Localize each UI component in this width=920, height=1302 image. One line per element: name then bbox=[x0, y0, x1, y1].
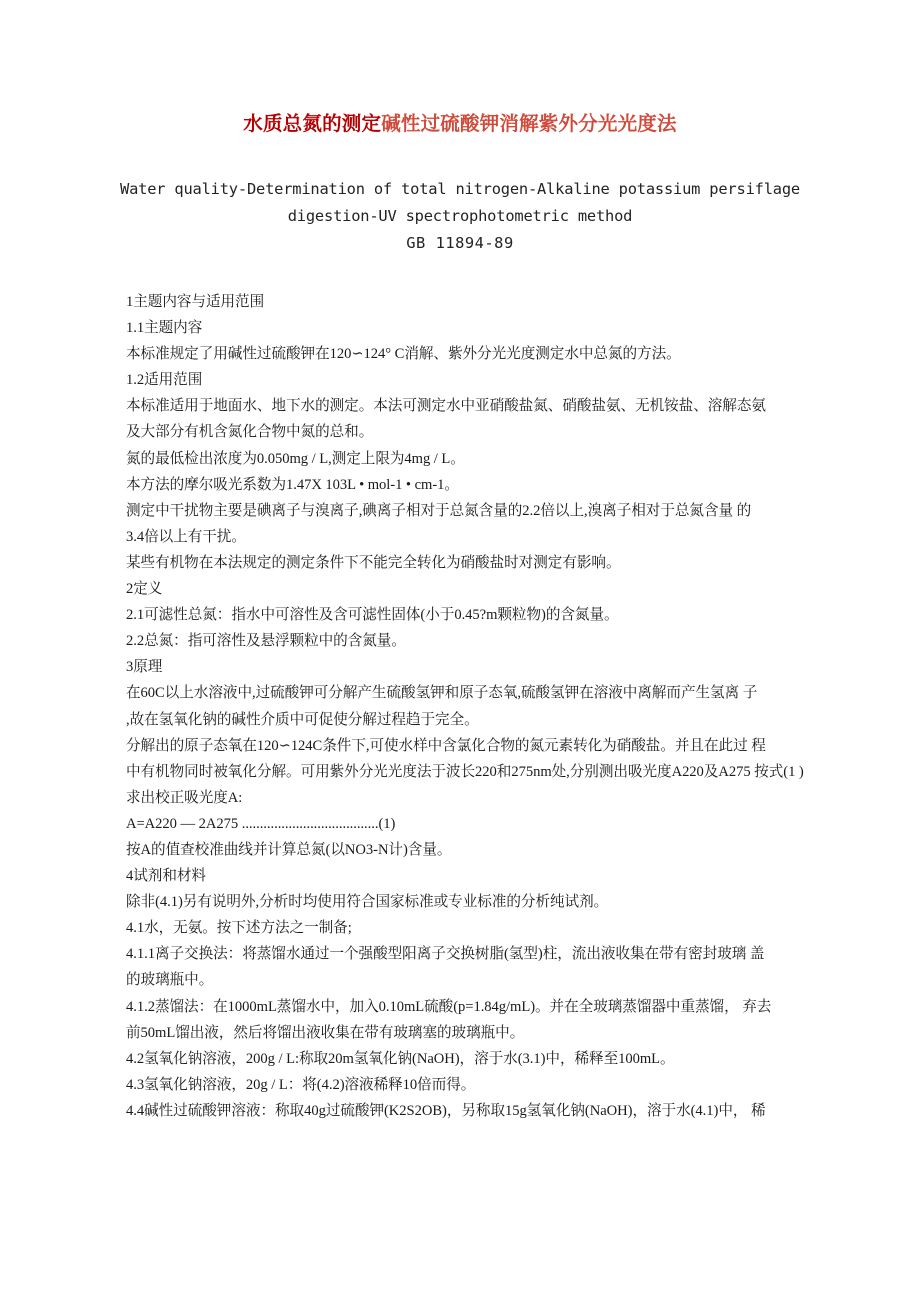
body-line: 4.1水，无氨。按下述方法之一制备; bbox=[126, 920, 352, 937]
body-line: 氮的最低检出浓度为0.050mg / L,测定上限为4mg / L。 bbox=[126, 450, 465, 467]
body-line: A=A220 — 2A275 ......................................(1) bbox=[126, 815, 396, 832]
body-line: 4.2氢氧化钠溶液，200g / L:称取20m氢氧化钠(NaOH)，溶于水(3.1)中，稀释至100mL。 bbox=[126, 1050, 675, 1067]
body-line: 本标准适用于地面水、地下水的测定。本法可测定水中亚硝酸盐氮、硝酸盐氨、无机铵盐、溶解态氨 bbox=[126, 398, 766, 415]
body-line: 本标准规定了用碱性过硫酸钾在120∽124° C消解、紫外分光光度测定水中总氮的方法。 bbox=[126, 346, 681, 363]
page-title-chinese-sub: 碱性过硫酸钾消解紫外分光光度法 bbox=[381, 112, 677, 135]
document-body bbox=[126, 289, 804, 1124]
body-line: 按A的值查校准曲线并计算总氮(以NO3-N计)含量。 bbox=[126, 841, 452, 858]
body-line: 2定义 bbox=[126, 581, 163, 598]
body-line: 测定中干扰物主要是碘离子与溴离子,碘离子相对于总氮含量的2.2倍以上,溴离子相对于总氮含量 的 bbox=[126, 502, 752, 519]
page-title-chinese-main: 水质总氮的测定 bbox=[243, 112, 382, 135]
body-line: 前50mL馏出液，然后将馏出液收集在带有玻璃塞的玻璃瓶中。 bbox=[126, 1024, 525, 1041]
english-title-line1: Water quality-Determination of total nitrogen-Alkaline potassium persiflage bbox=[120, 180, 800, 198]
body-line: 4.1.2蒸馏法：在1000mL蒸馏水中，加入0.10mL硫酸(p=1.84g/mL)。并在全玻璃蒸馏器中重蒸馏， 弃去 bbox=[126, 998, 772, 1015]
body-line: 4.3氢氧化钠溶液，20g / L：将(4.2)溶液稀释10倍而得。 bbox=[126, 1076, 476, 1093]
body-line: 在60C以上水溶液中,过硫酸钾可分解产生硫酸氢钾和原子态氧,硫酸氢钾在溶液中离解而产生氢离 子 bbox=[126, 685, 758, 702]
english-title-block bbox=[100, 176, 820, 257]
body-line: 4.4碱性过硫酸钾溶液：称取40g过硫酸钾(K2S2OB)，另称取15g氢氧化钠(NaOH)，溶于水(4.1)中， 稀 bbox=[126, 1102, 766, 1119]
standard-number: GB 11894-89 bbox=[406, 234, 514, 252]
body-line: 1主题内容与适用范围 bbox=[126, 294, 265, 310]
body-line: 某些有机物在本法规定的测定条件下不能完全转化为硝酸盐时对测定有影响。 bbox=[126, 554, 621, 571]
body-line: 中有机物同时被氧化分解。可用紫外分光光度法于波长220和275nm处,分别测出吸光度A220及A275 按式(1 ) bbox=[126, 763, 804, 780]
body-line: 及大部分有机含氮化合物中氮的总和。 bbox=[126, 424, 374, 441]
page-title bbox=[0, 108, 920, 136]
body-line: 除非(4.1)另有说明外,分析时均使用符合国家标准或专业标准的分析纯试剂。 bbox=[126, 894, 609, 911]
body-line: 4试剂和材料 bbox=[126, 868, 206, 885]
body-line: 的玻璃瓶中。 bbox=[126, 972, 214, 989]
body-line: 2.1可滤性总氮：指水中可溶性及含可滤性固体(小于0.45?m颗粒物)的含氮量。 bbox=[126, 607, 619, 624]
body-line: 本方法的摩尔吸光系数为1.47X 103L • mol-1 • cm-1。 bbox=[126, 476, 459, 493]
body-line: 3原理 bbox=[126, 659, 163, 676]
body-line: 求出校正吸光度A: bbox=[126, 789, 243, 806]
body-line: 分解出的原子态氧在120∽124C条件下,可使水样中含氯化合物的氮元素转化为硝酸盐。并且在此过 程 bbox=[126, 737, 766, 754]
body-line: 1.1主题内容 bbox=[126, 320, 203, 337]
body-line: 3.4倍以上有干扰。 bbox=[126, 528, 246, 545]
body-line: ,故在氢氧化钠的碱性介质中可促使分解过程趋于完全。 bbox=[126, 711, 479, 728]
body-line: 4.1.1离子交换法：将蒸馏水通过一个强酸型阳离子交换树脂(氢型)柱，流出液收集在带有密封玻璃 盖 bbox=[126, 946, 765, 963]
body-line: 1.2适用范围 bbox=[126, 372, 203, 389]
english-title-line2: digestion-UV spectrophotometric method bbox=[287, 207, 633, 225]
body-line: 2.2总氮：指可溶性及悬浮颗粒中的含氮量。 bbox=[126, 633, 406, 650]
